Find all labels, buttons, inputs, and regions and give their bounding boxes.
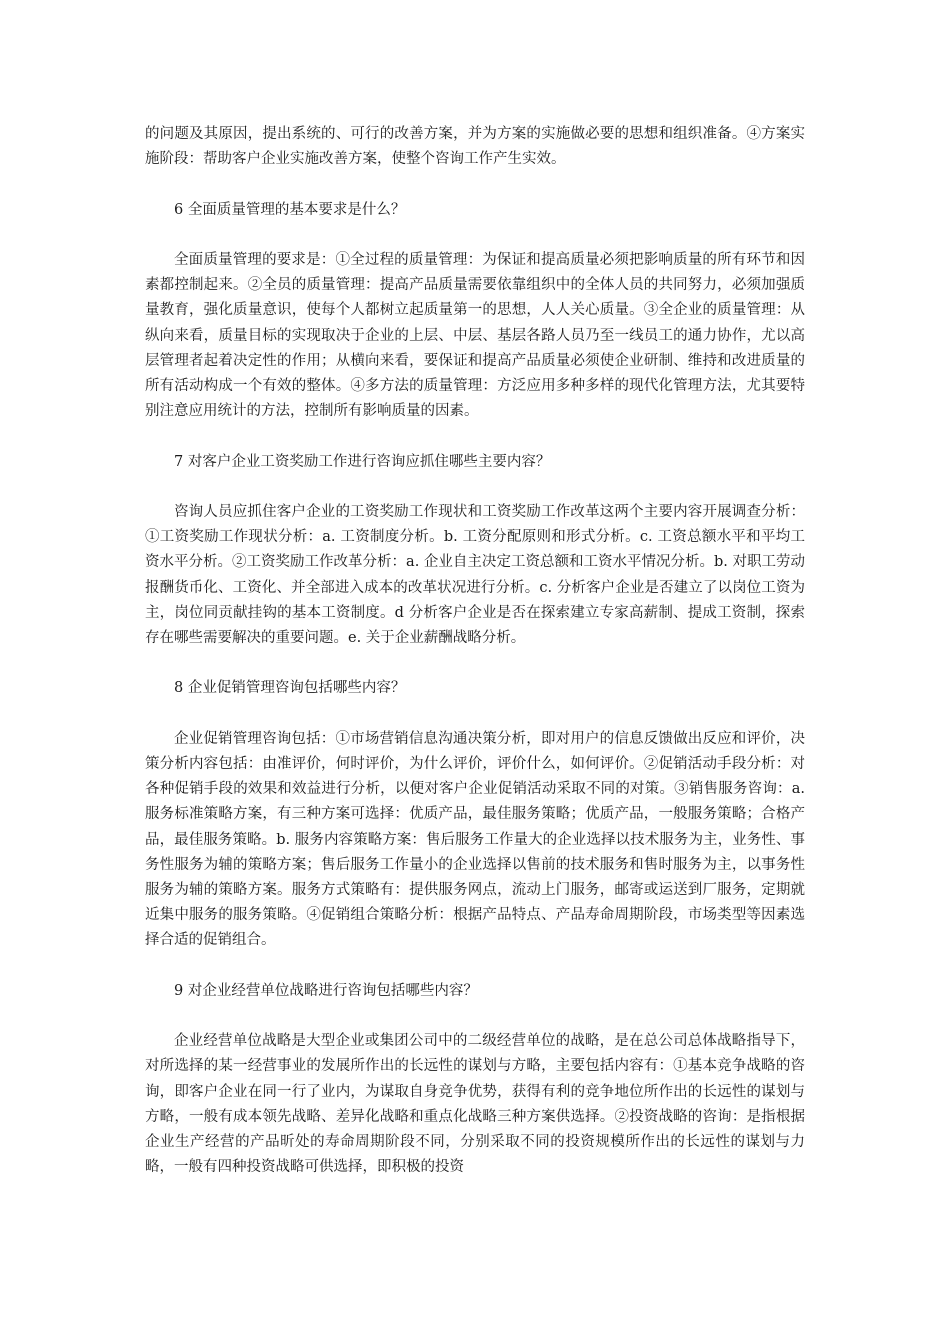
- spacer: [145, 651, 805, 676]
- answer-paragraph-7: 咨询人员应抓住客户企业的工资奖励工作现状和工资奖励工作改革这两个主要内容开展调查分析：①工资奖励工作现状分析：a. 工资制度分析。b. 工资分配原则和形式分析。c. 工资总额水平和平均工资水平分析。②工资奖励工作改革分析：a. 企业自主决定工资总额和工资水平情况分析。b. 对职工劳动报酬货币化、工资化、并全部进入成本的改革状况进行分析。c. 分析客户企业是否建立了以岗位工资为主，岗位同贡献挂钩的基本工资制度。d 分析客户企业是否在探索建立专家高薪制、提成工资制，探索存在哪些需要解决的重要问题。e. 关于企业薪酬战略分析。: [145, 503, 805, 646]
- spacer: [145, 1004, 805, 1029]
- spacer: [145, 954, 805, 979]
- question-heading-8: 8 企业促销管理咨询包括哪些内容？: [174, 680, 406, 697]
- answer-paragraph-6: 全面质量管理的要求是：①全过程的质量管理：为保证和提高质量必须把影响质量的所有环节和因素都控制起来。②全员的质量管理：提高产品质量需要依靠组织中的全体人员的共同努力，必须加强质量教育，强化质量意识，使每个人都树立起质量第一的思想，人人关心质量。③全企业的质量管理：从纵向来看，质量目标的实现取决于企业的上层、中层、基层各路人员乃至一线员工的通力协作，尤以高层管理者起着决定性的作用；从横向来看，要保证和提高产品质量必须使企业研制、维持和改进质量的所有活动构成一个有效的整体。④多方法的质量管理：方泛应用多种多样的现代化管理方法，尤其要特别注意应用统计的方法，控制所有影响质量的因素。: [145, 251, 805, 420]
- answer-paragraph-9: 企业经营单位战略是大型企业或集团公司中的二级经营单位的战略，是在总公司总体战略指导下，对所选择的某一经营事业的发展所作出的长远性的谋划与方略，主要包括内容有：①基本竞争战略的咨询，即客户企业在同一行了业内，为谋取自身竞争优势，获得有利的竞争地位所作出的长远性的谋划与方略，一般有成本领先战略、差异化战略和重点化战略三种方案供选择。②投资战略的咨询：是指根据企业生产经营的产品昕处的寿命周期阶段不同，分别采取不同的投资规模所作出的长远性的谋划与力略，一般有四种投资战略可供选择，即积极的投资: [145, 1033, 805, 1176]
- spacer: [145, 223, 805, 248]
- paragraph-continuation: 的问题及其原因，提出系统的、可行的改善方案，并为方案的实施做必要的思想和组织准备。④方案实施阶段：帮助客户企业实施改善方案，使整个咨询工作产生实效。: [145, 126, 805, 168]
- question-heading-9: 9 对企业经营单位战略进行咨询包括哪些内容？: [174, 982, 478, 999]
- spacer: [145, 172, 805, 197]
- question-heading-7: 7 对客户企业工资奖励工作进行咨询应抓住哪些主要内容？: [174, 453, 551, 470]
- spacer: [145, 424, 805, 449]
- question-heading-6: 6 全面质量管理的基本要求是什么？: [174, 201, 406, 218]
- answer-paragraph-8: 企业促销管理咨询包括：①市场营销信息沟通决策分析，即对用户的信息反馈做出反应和评价，决策分析内容包括：由准评价，何时评价，为什么评价，评价什么，如何评价。②促销活动手段分析：对各种促销手段的效果和效益进行分析，以便对客户企业促销活动采取不同的对策。③销售服务咨询：a. 服务标准策略方案，有三种方案可选择：优质产品，最佳服务策略；优质产品，一般服务策略；合格产品，最佳服务策略。b. 服务内容策略方案：售后服务工作量大的企业选择以技术服务为主，业务性、事务性服务为辅的策略方案；售后服务工作量小的企业选择以售前的技术服务和售时服务为主，以事务性服务为辅的策略方案。服务方式策略有：提供服务网点，流动上门服务，邮寄或运送到厂服务，定期就近集中服务的服务策略。④促销组合策略分析：根据产品特点、产品寿命周期阶段，市场类型等因素选择合适的促销组合。: [145, 730, 805, 949]
- document-page: [145, 122, 805, 1180]
- spacer: [145, 475, 805, 500]
- spacer: [145, 702, 805, 727]
